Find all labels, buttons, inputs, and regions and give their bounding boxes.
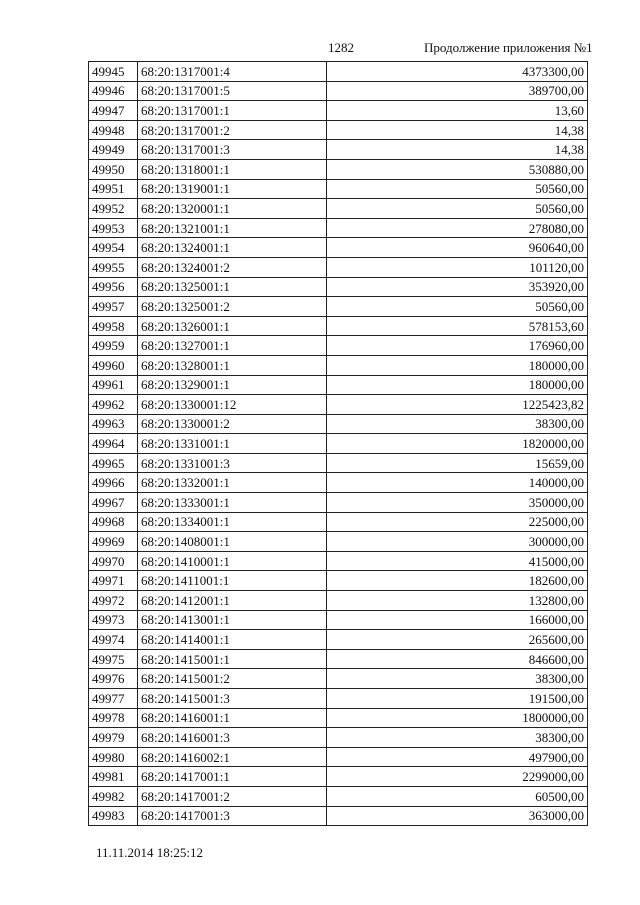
row-number-cell: 49960 (89, 355, 138, 375)
row-number-cell: 49954 (89, 238, 138, 258)
row-number-cell: 49975 (89, 649, 138, 669)
table-row (89, 630, 588, 650)
table-row (89, 649, 588, 669)
table-row (89, 708, 588, 728)
cadastral-number-cell: 68:20:1321001:1 (138, 218, 327, 238)
row-number-cell: 49962 (89, 395, 138, 415)
cadastral-number-cell: 68:20:1416001:1 (138, 708, 327, 728)
table-row (89, 238, 588, 258)
row-number-cell: 49955 (89, 257, 138, 277)
table-row (89, 806, 588, 826)
table-row (89, 179, 588, 199)
cadastral-number-cell: 68:20:1317001:1 (138, 101, 327, 121)
cadastral-number-cell: 68:20:1332001:1 (138, 473, 327, 493)
table-row (89, 395, 588, 415)
footer-timestamp: 11.11.2014 18:25:12 (96, 845, 204, 860)
cadastral-number-cell: 68:20:1408001:1 (138, 532, 327, 552)
table-row (89, 81, 588, 101)
row-number-cell: 49963 (89, 414, 138, 434)
cadastral-value-cell: 38300,00 (327, 728, 588, 748)
cadastral-number-cell: 68:20:1330001:12 (138, 395, 327, 415)
table-row (89, 669, 588, 689)
row-number-cell: 49978 (89, 708, 138, 728)
row-number-cell: 49967 (89, 493, 138, 513)
cadastral-value-cell: 350000,00 (327, 493, 588, 513)
cadastral-value-cell: 530880,00 (327, 159, 588, 179)
cadastral-number-cell: 68:20:1334001:1 (138, 512, 327, 532)
table-row (89, 101, 588, 121)
cadastral-number-cell: 68:20:1411001:1 (138, 571, 327, 591)
cadastral-number-cell: 68:20:1317001:5 (138, 81, 327, 101)
row-number-cell: 49976 (89, 669, 138, 689)
cadastral-value-cell: 140000,00 (327, 473, 588, 493)
cadastral-number-cell: 68:20:1330001:2 (138, 414, 327, 434)
row-number-cell: 49981 (89, 767, 138, 787)
table-row (89, 747, 588, 767)
table-row (89, 257, 588, 277)
page-number: 1282 (328, 40, 354, 55)
cadastral-value-cell: 15659,00 (327, 453, 588, 473)
cadastral-number-cell: 68:20:1317001:2 (138, 120, 327, 140)
row-number-cell: 49972 (89, 591, 138, 611)
table-row (89, 62, 588, 82)
table-row (89, 434, 588, 454)
cadastral-number-cell: 68:20:1417001:1 (138, 767, 327, 787)
row-number-cell: 49973 (89, 610, 138, 630)
row-number-cell: 49977 (89, 689, 138, 709)
cadastral-value-cell: 225000,00 (327, 512, 588, 532)
row-number-cell: 49968 (89, 512, 138, 532)
cadastral-number-cell: 68:20:1325001:1 (138, 277, 327, 297)
cadastral-value-cell: 180000,00 (327, 375, 588, 395)
cadastral-number-cell: 68:20:1413001:1 (138, 610, 327, 630)
table-row (89, 297, 588, 317)
row-number-cell: 49949 (89, 140, 138, 160)
row-number-cell: 49970 (89, 551, 138, 571)
table-row (89, 316, 588, 336)
cadastral-value-cell: 2299000,00 (327, 767, 588, 787)
table-row (89, 453, 588, 473)
row-number-cell: 49964 (89, 434, 138, 454)
cadastral-number-cell: 68:20:1319001:1 (138, 179, 327, 199)
table-row (89, 218, 588, 238)
table-row (89, 473, 588, 493)
cadastral-value-cell: 191500,00 (327, 689, 588, 709)
cadastral-value-cell: 166000,00 (327, 610, 588, 630)
cadastral-number-cell: 68:20:1415001:1 (138, 649, 327, 669)
cadastral-value-cell: 497900,00 (327, 747, 588, 767)
cadastral-value-cell: 1800000,00 (327, 708, 588, 728)
cadastral-number-cell: 68:20:1412001:1 (138, 591, 327, 611)
row-number-cell: 49946 (89, 81, 138, 101)
table-row (89, 414, 588, 434)
cadastral-value-cell: 265600,00 (327, 630, 588, 650)
cadastral-number-cell: 68:20:1318001:1 (138, 159, 327, 179)
appendix-label: Продолжение приложения №1 (424, 40, 593, 55)
cadastral-number-cell: 68:20:1331001:3 (138, 453, 327, 473)
cadastral-value-cell: 1820000,00 (327, 434, 588, 454)
cadastral-number-cell: 68:20:1324001:2 (138, 257, 327, 277)
table-row (89, 199, 588, 219)
cadastral-value-cell: 300000,00 (327, 532, 588, 552)
table-row (89, 512, 588, 532)
row-number-cell: 49952 (89, 199, 138, 219)
cadastral-number-cell: 68:20:1417001:2 (138, 786, 327, 806)
table-row (89, 120, 588, 140)
cadastral-value-cell: 176960,00 (327, 336, 588, 356)
cadastral-value-cell: 38300,00 (327, 414, 588, 434)
cadastral-number-cell: 68:20:1326001:1 (138, 316, 327, 336)
row-number-cell: 49979 (89, 728, 138, 748)
cadastral-value-cell: 960640,00 (327, 238, 588, 258)
cadastral-number-cell: 68:20:1317001:4 (138, 62, 327, 82)
table-row (89, 689, 588, 709)
cadastral-number-cell: 68:20:1414001:1 (138, 630, 327, 650)
table-row (89, 610, 588, 630)
cadastral-value-cell: 38300,00 (327, 669, 588, 689)
table-row (89, 767, 588, 787)
cadastral-value-cell: 50560,00 (327, 199, 588, 219)
cadastral-value-cell: 389700,00 (327, 81, 588, 101)
row-number-cell: 49948 (89, 120, 138, 140)
cadastral-number-cell: 68:20:1333001:1 (138, 493, 327, 513)
cadastral-number-cell: 68:20:1329001:1 (138, 375, 327, 395)
row-number-cell: 49969 (89, 532, 138, 552)
cadastral-value-cell: 1225423,82 (327, 395, 588, 415)
cadastral-number-cell: 68:20:1415001:3 (138, 689, 327, 709)
row-number-cell: 49965 (89, 453, 138, 473)
table-row (89, 728, 588, 748)
cadastral-value-table (88, 61, 588, 826)
cadastral-value-cell: 363000,00 (327, 806, 588, 826)
cadastral-value-cell: 101120,00 (327, 257, 588, 277)
row-number-cell: 49980 (89, 747, 138, 767)
cadastral-value-cell: 4373300,00 (327, 62, 588, 82)
row-number-cell: 49953 (89, 218, 138, 238)
cadastral-number-cell: 68:20:1325001:2 (138, 297, 327, 317)
row-number-cell: 49961 (89, 375, 138, 395)
table-row (89, 571, 588, 591)
table-row (89, 159, 588, 179)
row-number-cell: 49945 (89, 62, 138, 82)
row-number-cell: 49951 (89, 179, 138, 199)
table-row (89, 140, 588, 160)
cadastral-value-cell: 180000,00 (327, 355, 588, 375)
cadastral-number-cell: 68:20:1416002:1 (138, 747, 327, 767)
table-row (89, 532, 588, 552)
cadastral-value-cell: 353920,00 (327, 277, 588, 297)
cadastral-value-cell: 182600,00 (327, 571, 588, 591)
row-number-cell: 49974 (89, 630, 138, 650)
row-number-cell: 49959 (89, 336, 138, 356)
cadastral-value-cell: 50560,00 (327, 179, 588, 199)
row-number-cell: 49983 (89, 806, 138, 826)
cadastral-number-cell: 68:20:1328001:1 (138, 355, 327, 375)
table-row (89, 336, 588, 356)
cadastral-number-cell: 68:20:1417001:3 (138, 806, 327, 826)
table-row (89, 551, 588, 571)
cadastral-number-cell: 68:20:1331001:1 (138, 434, 327, 454)
table-row (89, 277, 588, 297)
cadastral-value-cell: 14,38 (327, 140, 588, 160)
cadastral-number-cell: 68:20:1410001:1 (138, 551, 327, 571)
cadastral-number-cell: 68:20:1415001:2 (138, 669, 327, 689)
cadastral-number-cell: 68:20:1317001:3 (138, 140, 327, 160)
cadastral-value-cell: 50560,00 (327, 297, 588, 317)
row-number-cell: 49958 (89, 316, 138, 336)
cadastral-number-cell: 68:20:1324001:1 (138, 238, 327, 258)
cadastral-value-cell: 415000,00 (327, 551, 588, 571)
row-number-cell: 49947 (89, 101, 138, 121)
table-row (89, 591, 588, 611)
cadastral-number-cell: 68:20:1327001:1 (138, 336, 327, 356)
row-number-cell: 49982 (89, 786, 138, 806)
cadastral-value-cell: 846600,00 (327, 649, 588, 669)
table-row (89, 355, 588, 375)
table-row (89, 493, 588, 513)
cadastral-value-cell: 14,38 (327, 120, 588, 140)
cadastral-value-cell: 278080,00 (327, 218, 588, 238)
row-number-cell: 49966 (89, 473, 138, 493)
row-number-cell: 49950 (89, 159, 138, 179)
row-number-cell: 49971 (89, 571, 138, 591)
table-row (89, 375, 588, 395)
row-number-cell: 49957 (89, 297, 138, 317)
row-number-cell: 49956 (89, 277, 138, 297)
cadastral-number-cell: 68:20:1320001:1 (138, 199, 327, 219)
cadastral-number-cell: 68:20:1416001:3 (138, 728, 327, 748)
cadastral-value-cell: 13,60 (327, 101, 588, 121)
cadastral-value-cell: 132800,00 (327, 591, 588, 611)
cadastral-value-cell: 578153,60 (327, 316, 588, 336)
table-row (89, 786, 588, 806)
cadastral-value-cell: 60500,00 (327, 786, 588, 806)
